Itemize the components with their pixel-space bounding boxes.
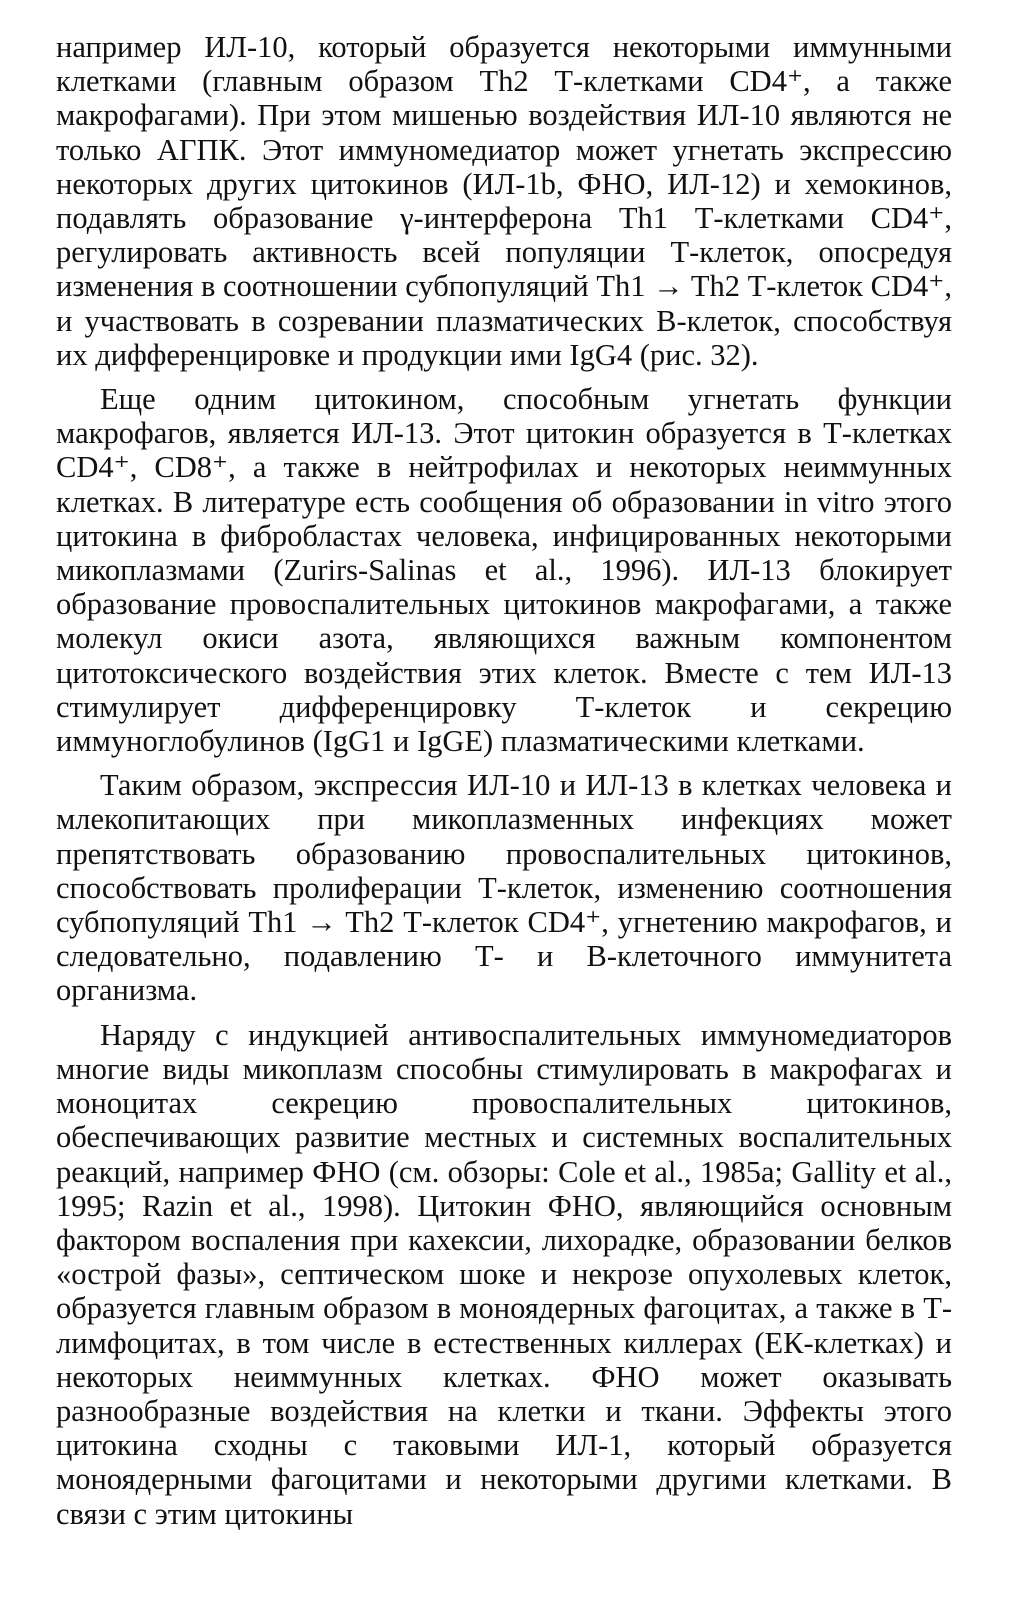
- paragraph-3: Таким образом, экспрессия ИЛ-10 и ИЛ-13 в клетках человека и млекопитающих при микоплазменных инфекциях может препятствовать образованию провоспалительных цитокинов, способствовать пролиферации Т-клеток, изменению соотношения субпопуляций Th1 → Th2 Т-клеток CD4⁺, угнетению макрофагов, и следовательно, подавлению Т- и В-клеточного иммунитета организма.: [56, 768, 952, 1008]
- paragraph-1: например ИЛ-10, который образуется некоторыми иммунными клетками (главным образом Th2 Т-клетками CD4⁺, а также макрофагами). При этом мишенью воздействия ИЛ-10 являются не только АГПК. Этот иммуномедиатор может угнетать экспрессию некоторых других цитокинов (ИЛ-1b, ФНО, ИЛ-12) и хемокинов, подавлять образование γ-интерферона Th1 Т-клетками CD4⁺, регулировать активность всей популяции Т-клеток, опосредуя изменения в соотношении субпопуляций Th1 → Th2 Т-клеток CD4⁺, и участвовать в созревании плазматических В-клеток, способствуя их дифференцировке и продукции ими IgG4 (рис. 32).: [56, 30, 952, 372]
- paragraph-4: Наряду с индукцией антивоспалительных иммуномедиаторов многие виды микоплазм способны стимулировать в макрофагах и моноцитах секрецию провоспалительных цитокинов, обеспечивающих развитие местных и системных воспалительных реакций, например ФНО (см. обзоры: Cole et al., 1985a; Gallity et al., 1995; Razin et al., 1998). Цитокин ФНО, являющийся основным фактором воспаления при кахексии, лихорадке, образовании белков «острой фазы», септическом шоке и некрозе опухолевых клеток, образуется главным образом в моноядерных фагоцитах, а также в Т-лимфоцитах, в том числе в естественных киллерах (ЕК-клетках) и некоторых неиммунных клетках. ФНО может оказывать разнообразные воздействия на клетки и ткани. Эффекты этого цитокина сходны с таковыми ИЛ-1, который образуется моноядерными фагоцитами и некоторыми другими клетками. В связи с этим цитокины: [56, 1017, 952, 1531]
- paragraph-2: Еще одним цитокином, способным угнетать функции макрофагов, является ИЛ-13. Этот цитокин образуется в Т-клетках CD4⁺, CD8⁺, а также в нейтрофилах и некоторых неиммунных клетках. В литературе есть сообщения об образовании in vitro этого цитокина в фибробластах человека, инфицированных некоторыми микоплазмами (Zurirs-Salinas et al., 1996). ИЛ-13 блокирует образование провоспалительных цитокинов макрофагами, а также молекул окиси азота, являющихся важным компонентом цитотоксического воздействия этих клеток. Вместе с тем ИЛ-13 стимулирует дифференцировку Т-клеток и секрецию иммуноглобулинов (IgG1 и IgGE) плазматическими клетками.: [56, 382, 952, 759]
